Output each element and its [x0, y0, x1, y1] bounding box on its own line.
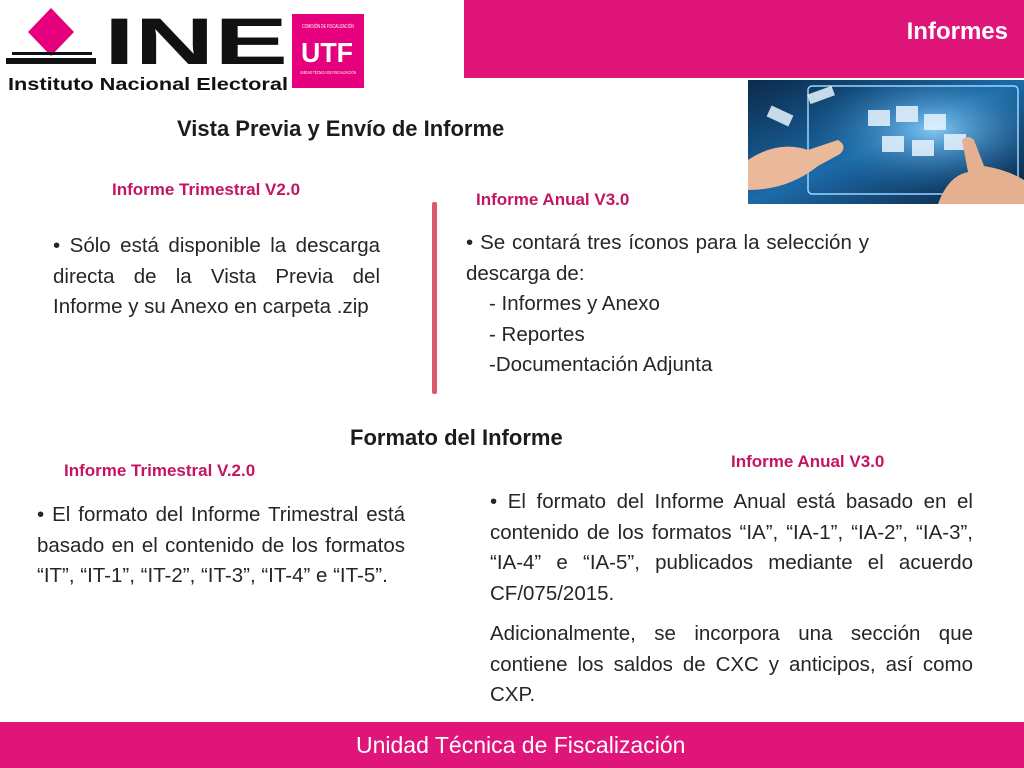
vista-previa-title: Vista Previa y Envío de Informe: [177, 116, 505, 141]
vista-previa-left-text: • Sólo está disponible la descarga directa de la Vista Previa del Informe y su Anexo en carpeta .zip: [53, 234, 380, 318]
formato-title: Formato del Informe: [350, 425, 563, 450]
ballot-box-icon: [6, 8, 96, 64]
formato-right-subtitle: Informe Anual V3.0: [731, 452, 885, 471]
footer-bar: [0, 722, 1024, 768]
hands-documents-tablet-image: [748, 80, 1024, 204]
utf-logo-bottom: UNIDAD TÉCNICA DE FISCALIZACIÓN: [300, 70, 383, 75]
footer-label: Unidad Técnica de Fiscalización: [356, 732, 686, 758]
vista-previa-right-subtitle: Informe Anual V3.0: [476, 190, 630, 209]
formato-left-subtitle: Informe Trimestral V.2.0: [64, 461, 256, 480]
vista-previa-right-text: • Se contará tres íconos para la selección y descarga de: - Informes y Anexo - Reportes -Documentación Adjunta: [466, 228, 869, 381]
ine-logo-subtitle: Instituto Nacional Electoral: [8, 74, 288, 94]
list-item: - Informes y Anexo: [489, 292, 660, 315]
vista-previa-left-subtitle: Informe Trimestral V2.0: [112, 180, 301, 199]
utf-logo: [292, 14, 383, 88]
section-label: Informes: [906, 18, 1008, 45]
ine-logo: [6, 6, 288, 94]
header-bar: [464, 0, 1024, 78]
formato-left-text: • El formato del Informe Trimestral está basado en el contenido de los formatos “IT”, “IT-1”, “IT-2”, “IT-3”, “IT-4” e “IT-5”.: [37, 503, 405, 587]
utf-logo-main: UTF: [301, 37, 353, 68]
section-divider: [432, 202, 437, 394]
formato-right-text: • El formato del Informe Anual está basado en el contenido de los formatos “IA”, “IA-1”, “IA-2”, “IA-3”, “IA-4” e “IA-5”, publicados mediante el acuerdo CF/075/2015. Adicionalmente, se incorpora una sección que contiene los saldos de CXC y anticipos, así como CXP.: [490, 490, 973, 706]
utf-logo-top: COMISIÓN DE FISCALIZACIÓN: [302, 24, 383, 30]
list-item: -Documentación Adjunta: [489, 353, 713, 376]
list-item: - Reportes: [489, 322, 585, 346]
ine-logo-text: INE: [104, 4, 288, 78]
